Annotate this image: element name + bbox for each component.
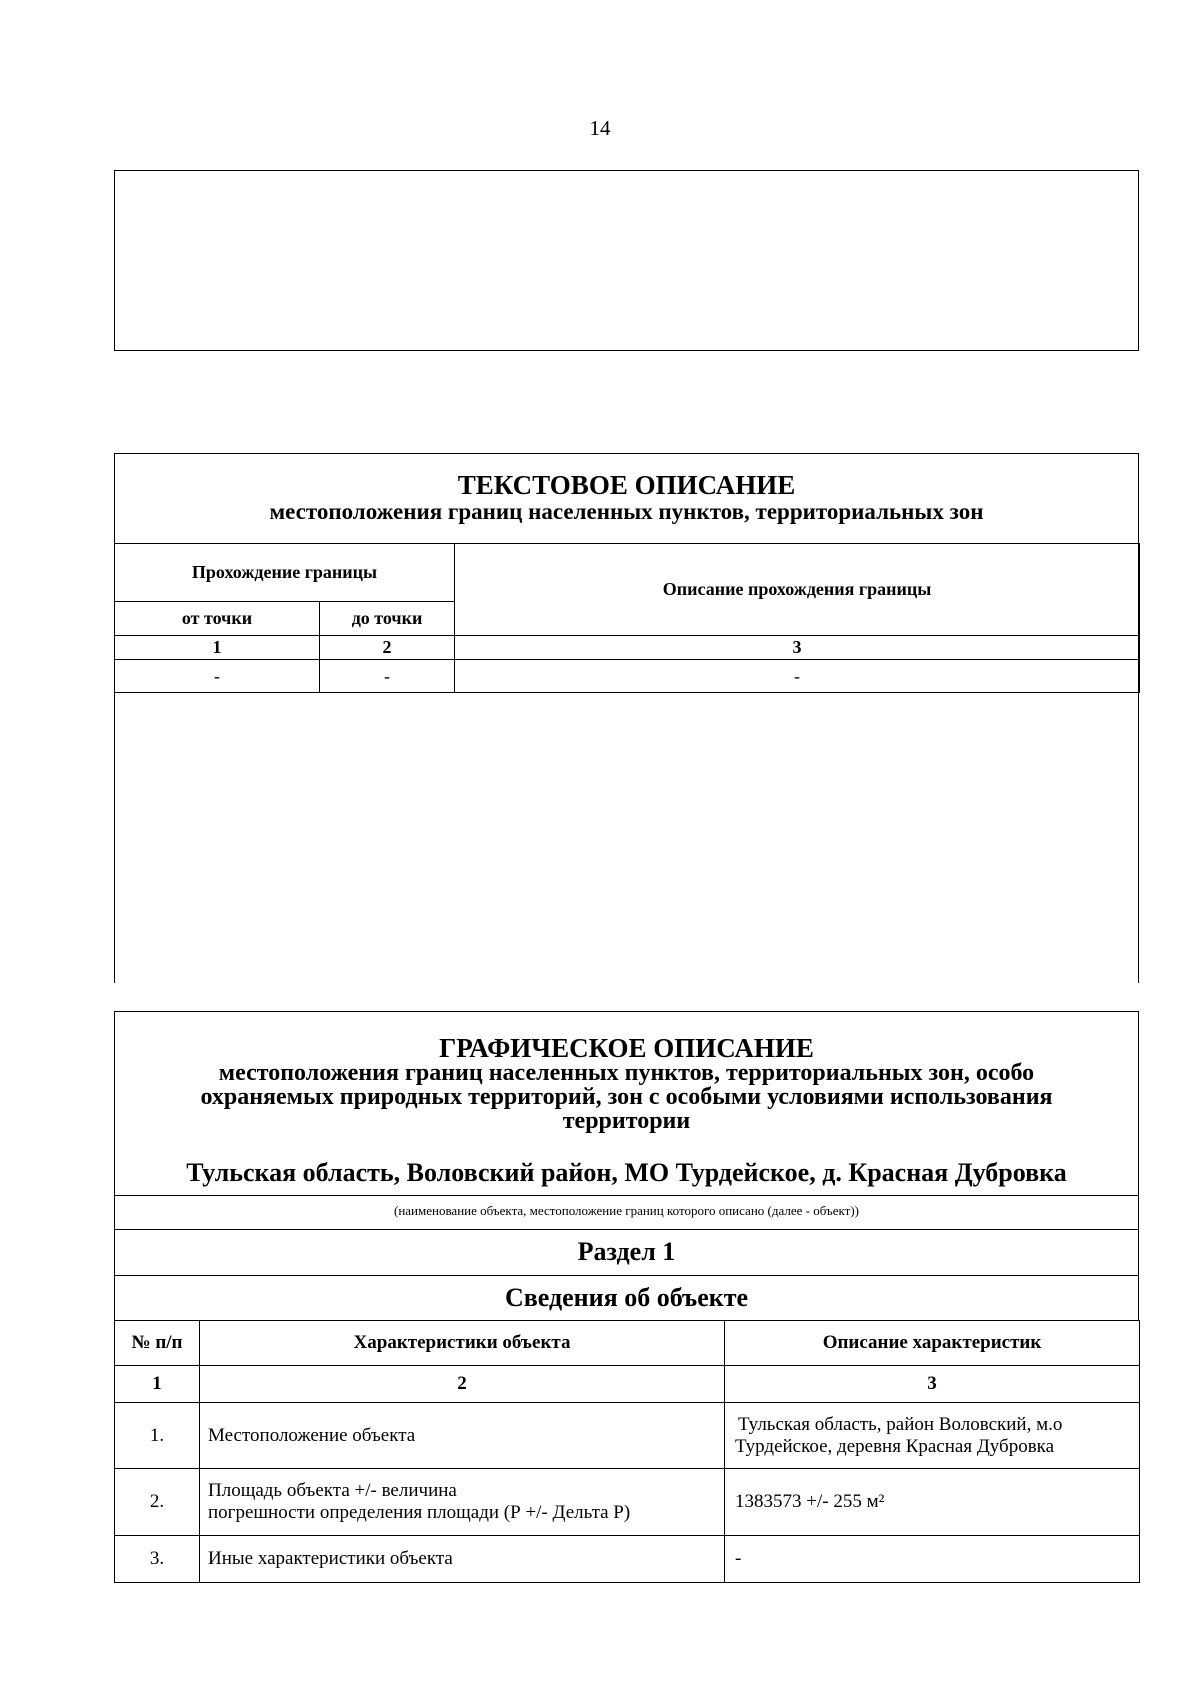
subtitle-line: охраняемых природных территорий, зон с особыми условиями использования	[200, 1084, 1053, 1110]
text-description-subtitle: местоположения границ населенных пунктов, территориальных зон	[269, 499, 984, 524]
header-characteristics: Характеристики объекта	[200, 1321, 725, 1366]
row-characteristic: Иные характеристики объекта	[200, 1536, 725, 1583]
object-name-note: (наименование объекта, местоположение границ которого описано (далее - объект))	[114, 1195, 1139, 1229]
characteristic-line: Площадь объекта +/- величина	[208, 1480, 457, 1501]
column-number: 2	[200, 1366, 725, 1403]
graphic-description-subtitle	[114, 1061, 1139, 1133]
row-characteristic	[200, 1469, 725, 1536]
description-line: Турдейское, деревня Красная Дубровка	[735, 1435, 1055, 1457]
text-description-frame	[114, 453, 1139, 983]
row-number: 1.	[115, 1403, 200, 1469]
header-number: № п/п	[115, 1321, 200, 1366]
table-cell: -	[455, 660, 1140, 693]
object-info-table	[114, 1320, 1140, 1583]
column-number: 3	[725, 1366, 1140, 1403]
page-number: 14	[589, 116, 611, 140]
table-row	[115, 1536, 1140, 1583]
header-boundary-passage: Прохождение границы	[115, 544, 455, 602]
header-boundary-description: Описание прохождения границы	[455, 544, 1140, 636]
description-line: Тульская область, район Воловский, м.о	[738, 1413, 1063, 1435]
row-number: 2.	[115, 1469, 200, 1536]
row-characteristic: Местоположение объекта	[200, 1403, 725, 1469]
blank-frame	[114, 170, 1139, 351]
object-name: Тульская область, Воловский район, МО Турдейское, д. Красная Дубровка	[186, 1158, 1067, 1187]
text-description-title: ТЕКСТОВОЕ ОПИСАНИЕ	[457, 470, 796, 500]
header-description: Описание характеристик	[725, 1321, 1140, 1366]
subtitle-line: территории	[562, 1108, 691, 1134]
row-description: 1383573 +/- 255 м²	[725, 1469, 1140, 1536]
boundary-table	[114, 543, 1140, 693]
graphic-description-title: ГРАФИЧЕСКОЕ ОПИСАНИЕ	[439, 1033, 814, 1063]
characteristic-line: погрешности определения площади (Р +/- Дельта Р)	[208, 1502, 631, 1523]
header-from-point: от точки	[115, 602, 320, 636]
column-number: 1	[115, 636, 320, 660]
table-cell: -	[115, 660, 320, 693]
table-row	[115, 1403, 1140, 1469]
column-number: 1	[115, 1366, 200, 1403]
subtitle-line: местоположения границ населенных пунктов, территориальных зон, особо	[218, 1060, 1035, 1086]
row-number: 3.	[115, 1536, 200, 1583]
table-cell: -	[320, 660, 455, 693]
column-number: 3	[455, 636, 1140, 660]
header-to-point: до точки	[320, 602, 455, 636]
column-number: 2	[320, 636, 455, 660]
row-description	[725, 1403, 1140, 1469]
table-row	[115, 1469, 1140, 1536]
section-title: Сведения об объекте	[114, 1275, 1139, 1320]
section-heading: Раздел 1	[114, 1229, 1139, 1275]
row-description: -	[725, 1536, 1140, 1583]
